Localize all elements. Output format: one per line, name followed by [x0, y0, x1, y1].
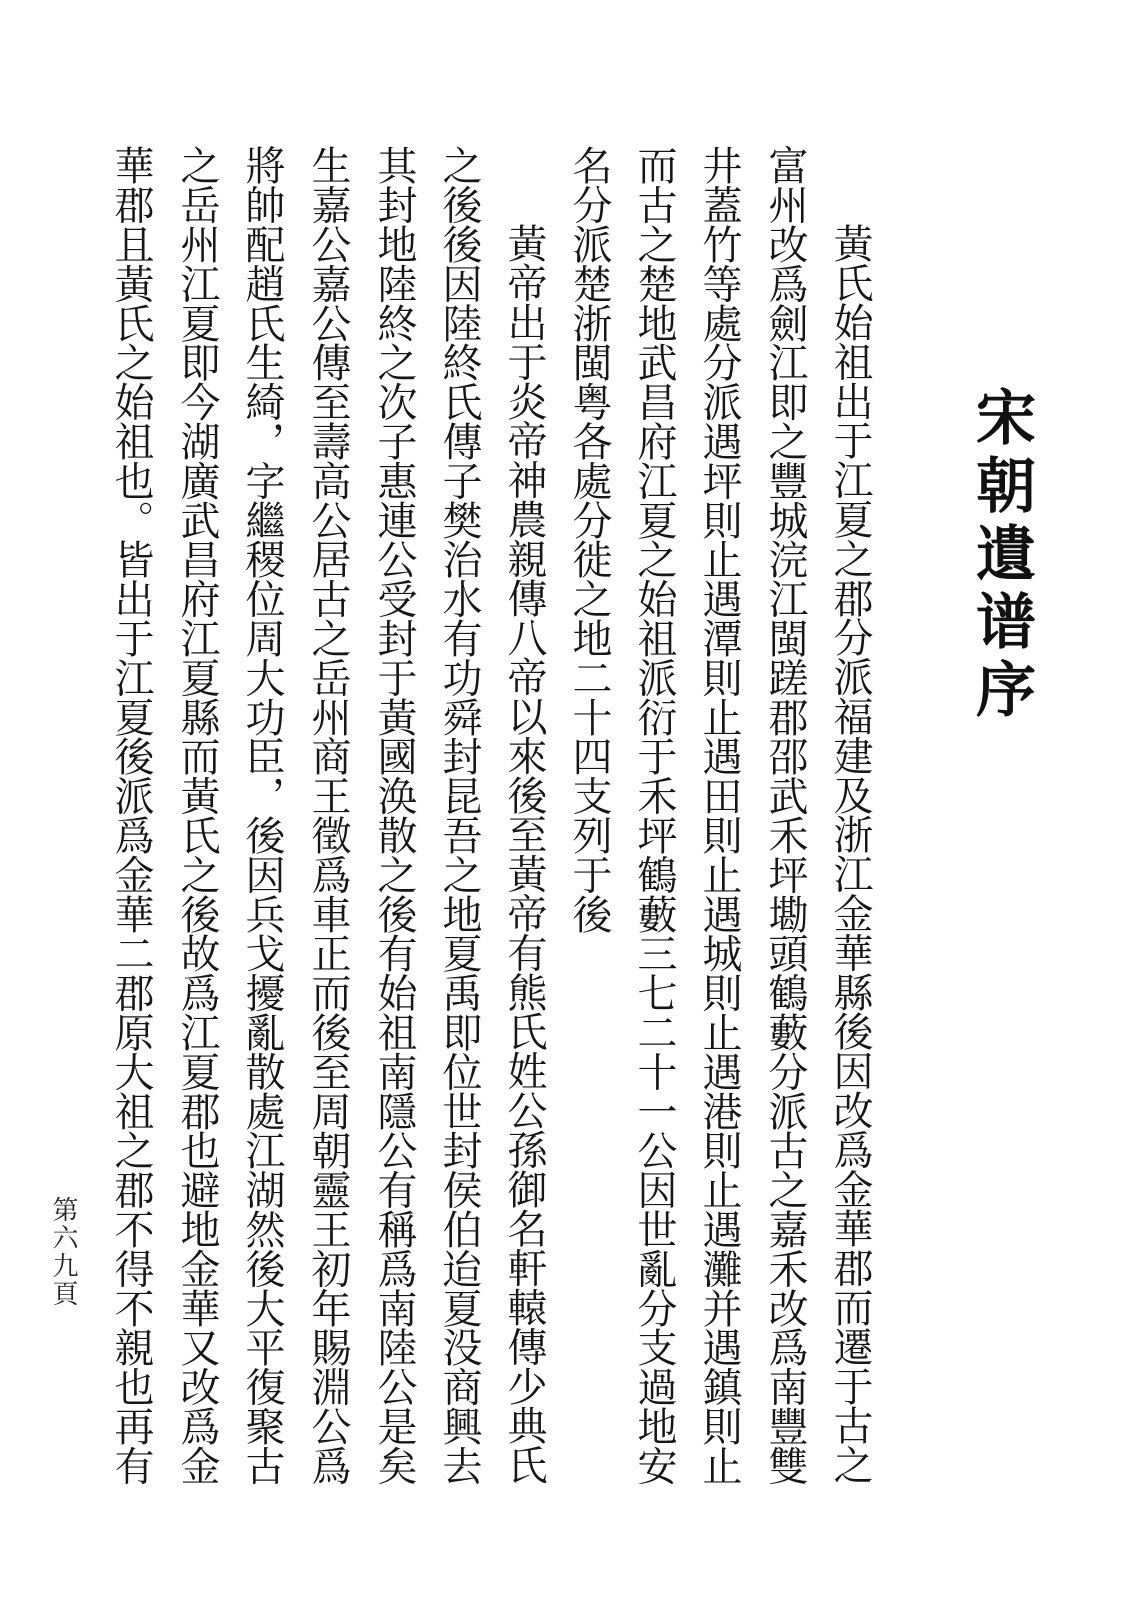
text-column-2: 富州改爲劍江即之豐城浣江閩蹉郡邵武禾坪墈頭鶴藪分派古之嘉禾改爲南豐雙: [762, 145, 808, 1485]
text-column-3: 井蓋竹等處分派遇坪則止遇潭則止遇田則止遇城則止遇港則止遇灘并遇鎮則止: [696, 145, 742, 1485]
page-title: 宋朝遺谱序: [966, 386, 1036, 726]
text-column-5: 名分派楚浙閩粤各處分徙之地二十四支列于後: [566, 145, 612, 934]
text-column-8: 其封地陸終之次子惠連公受封于黃國涣散之後有始祖南隱公有稱爲南陸公是矣: [371, 145, 417, 1485]
text-column-12: 華郡且黃氏之始祖也。皆出于江夏後派爲金華二郡原大祖之郡不得不親也再有: [108, 145, 154, 1485]
page-number: 第六九頁: [48, 1196, 78, 1308]
text-column-11: 之岳州江夏即今湖廣武昌府江夏縣而黃氏之後故爲江夏郡也避地金華又改爲金: [174, 145, 220, 1485]
text-column-4: 而古之楚地武昌府江夏之始祖派衍于禾坪鶴藪三七二十一公因世亂分支過地安: [631, 145, 677, 1485]
text-column-9: 生嘉公嘉公傳至壽高公居古之岳州商王徵爲車正而後至周朝靈王初年賜淵公爲: [305, 145, 351, 1485]
text-column-7: 之後後因陸終氏傳子樊治水有功舜封昆吾之地夏禹即位世封侯伯迨夏没商興去: [436, 145, 482, 1485]
text-column-6: 黃帝出于炎帝神農親傳八帝以來後至黃帝有熊氏姓公孫御名軒轅傳少典氏: [501, 223, 547, 1484]
text-column-1: 黃氏始祖出于江夏之郡分派福建及浙江金華縣後因改爲金華郡而遷于古之: [827, 223, 873, 1484]
text-column-10: 將帥配趙氏生綺，字繼稷位周大功臣，後因兵戈擾亂散處江湖然後大平復聚古: [239, 145, 285, 1485]
